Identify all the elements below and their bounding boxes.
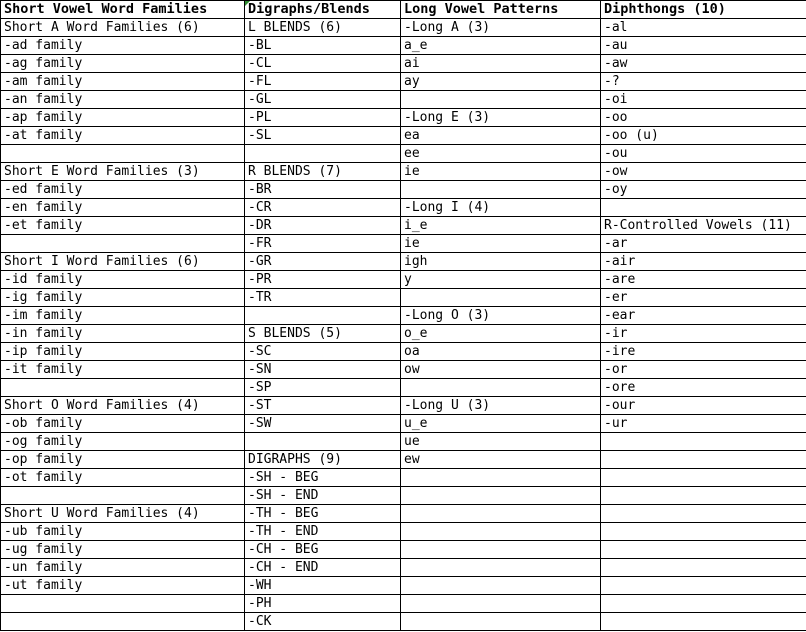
cell[interactable]: -CL: [245, 55, 401, 73]
cell[interactable]: -ire: [601, 343, 806, 361]
cell[interactable]: -CR: [245, 199, 401, 217]
cell[interactable]: -?: [601, 73, 806, 91]
cell[interactable]: -al: [601, 19, 806, 37]
cell[interactable]: -ag family: [1, 55, 245, 73]
cell[interactable]: [401, 289, 601, 307]
cell[interactable]: -aw: [601, 55, 806, 73]
cell[interactable]: o_e: [401, 325, 601, 343]
cell[interactable]: [401, 181, 601, 199]
cell[interactable]: -en family: [1, 199, 245, 217]
cell[interactable]: -Long U (3): [401, 397, 601, 415]
cell[interactable]: -air: [601, 253, 806, 271]
cell[interactable]: Short I Word Families (6): [1, 253, 245, 271]
table-row: [1, 469, 806, 487]
cell[interactable]: L BLENDS (6): [245, 19, 401, 37]
cell[interactable]: -ig family: [1, 289, 245, 307]
cell[interactable]: -BL: [245, 37, 401, 55]
cell[interactable]: -oy: [601, 181, 806, 199]
table-row: [1, 19, 806, 37]
cell[interactable]: ie: [401, 163, 601, 181]
cell[interactable]: ue: [401, 433, 601, 451]
header-cell[interactable]: Short Vowel Word Families: [1, 1, 245, 19]
cell[interactable]: -Long I (4): [401, 199, 601, 217]
cell[interactable]: [601, 577, 806, 595]
table-row: [1, 145, 806, 163]
cell[interactable]: -SW: [245, 415, 401, 433]
table-row: [1, 433, 806, 451]
cell[interactable]: -ur: [601, 415, 806, 433]
cell[interactable]: [1, 487, 245, 505]
cell[interactable]: [401, 505, 601, 523]
table-row: [1, 37, 806, 55]
table-row: [1, 397, 806, 415]
table-row: [1, 55, 806, 73]
cell[interactable]: -oo (u): [601, 127, 806, 145]
table-row: [1, 343, 806, 361]
table-row: [1, 595, 806, 613]
cell[interactable]: -og family: [1, 433, 245, 451]
cell[interactable]: -ug family: [1, 541, 245, 559]
table-row: [1, 253, 806, 271]
cell[interactable]: [601, 487, 806, 505]
cell[interactable]: -im family: [1, 307, 245, 325]
cell[interactable]: [245, 433, 401, 451]
cell[interactable]: ow: [401, 361, 601, 379]
cell[interactable]: [601, 469, 806, 487]
cell[interactable]: [245, 145, 401, 163]
cell[interactable]: -ut family: [1, 577, 245, 595]
cell[interactable]: ee: [401, 145, 601, 163]
cell[interactable]: R BLENDS (7): [245, 163, 401, 181]
cell[interactable]: [1, 595, 245, 613]
table-row: [1, 91, 806, 109]
cell[interactable]: -FR: [245, 235, 401, 253]
cell[interactable]: -PR: [245, 271, 401, 289]
cell[interactable]: [1, 613, 245, 631]
table-row: [1, 577, 806, 595]
cell[interactable]: -er: [601, 289, 806, 307]
cell[interactable]: -ore: [601, 379, 806, 397]
cell[interactable]: i_e: [401, 217, 601, 235]
cell[interactable]: [601, 451, 806, 469]
cell[interactable]: u_e: [401, 415, 601, 433]
cell[interactable]: -PH: [245, 595, 401, 613]
cell[interactable]: -ar: [601, 235, 806, 253]
cell[interactable]: -id family: [1, 271, 245, 289]
cell[interactable]: [401, 379, 601, 397]
header-cell[interactable]: Diphthongs (10): [601, 1, 806, 19]
cell[interactable]: -GL: [245, 91, 401, 109]
cell[interactable]: [401, 91, 601, 109]
cell[interactable]: -SH - BEG: [245, 469, 401, 487]
cell[interactable]: R-Controlled Vowels (11): [601, 217, 806, 235]
cell[interactable]: -SN: [245, 361, 401, 379]
header-cell[interactable]: Long Vowel Patterns: [401, 1, 601, 19]
table-row: [1, 73, 806, 91]
cell[interactable]: [601, 613, 806, 631]
cell[interactable]: -ip family: [1, 343, 245, 361]
cell[interactable]: -FL: [245, 73, 401, 91]
table-row: [1, 541, 806, 559]
cell[interactable]: [401, 613, 601, 631]
cell[interactable]: [601, 595, 806, 613]
cell[interactable]: -et family: [1, 217, 245, 235]
table-row: [1, 109, 806, 127]
table-row: [1, 379, 806, 397]
cell[interactable]: -ow: [601, 163, 806, 181]
cell[interactable]: [401, 577, 601, 595]
cell[interactable]: -ob family: [1, 415, 245, 433]
cell[interactable]: [401, 523, 601, 541]
cell[interactable]: [601, 541, 806, 559]
header-cell[interactable]: Digraphs/Blends: [245, 1, 401, 19]
cell[interactable]: DIGRAPHS (9): [245, 451, 401, 469]
table-row: [1, 307, 806, 325]
cell[interactable]: [601, 505, 806, 523]
table-row: [1, 271, 806, 289]
cell[interactable]: Short O Word Families (4): [1, 397, 245, 415]
cell[interactable]: [401, 559, 601, 577]
table-row: [1, 163, 806, 181]
cell[interactable]: -oo: [601, 109, 806, 127]
cell[interactable]: [1, 379, 245, 397]
table-row: [1, 415, 806, 433]
cell[interactable]: -au: [601, 37, 806, 55]
cell[interactable]: igh: [401, 253, 601, 271]
cell[interactable]: -TH - END: [245, 523, 401, 541]
table-row: [1, 523, 806, 541]
cell[interactable]: [601, 199, 806, 217]
table-row: [1, 505, 806, 523]
cell[interactable]: -CH - END: [245, 559, 401, 577]
cell[interactable]: Short E Word Families (3): [1, 163, 245, 181]
cell[interactable]: oa: [401, 343, 601, 361]
cell[interactable]: -ou: [601, 145, 806, 163]
table-row: [1, 235, 806, 253]
cell[interactable]: -BR: [245, 181, 401, 199]
table-row: [1, 325, 806, 343]
header-row: [1, 1, 806, 19]
table-row: [1, 199, 806, 217]
cell[interactable]: -GR: [245, 253, 401, 271]
cell[interactable]: [401, 487, 601, 505]
table-row: [1, 217, 806, 235]
cell[interactable]: -PL: [245, 109, 401, 127]
cell[interactable]: -op family: [1, 451, 245, 469]
cell[interactable]: [401, 595, 601, 613]
cell[interactable]: -CK: [245, 613, 401, 631]
cell[interactable]: [401, 469, 601, 487]
table-row: [1, 613, 806, 631]
cell[interactable]: ay: [401, 73, 601, 91]
cell[interactable]: Short U Word Families (4): [1, 505, 245, 523]
cell[interactable]: -our: [601, 397, 806, 415]
table-row: [1, 451, 806, 469]
cell[interactable]: -DR: [245, 217, 401, 235]
cell[interactable]: -SH - END: [245, 487, 401, 505]
cell[interactable]: -or: [601, 361, 806, 379]
cell[interactable]: S BLENDS (5): [245, 325, 401, 343]
cell[interactable]: -ub family: [1, 523, 245, 541]
cell[interactable]: -ad family: [1, 37, 245, 55]
cell[interactable]: -TH - BEG: [245, 505, 401, 523]
cell[interactable]: ai: [401, 55, 601, 73]
cell[interactable]: -TR: [245, 289, 401, 307]
cell[interactable]: [601, 523, 806, 541]
cell[interactable]: -ot family: [1, 469, 245, 487]
table-row: [1, 559, 806, 577]
cell[interactable]: ew: [401, 451, 601, 469]
cell[interactable]: -am family: [1, 73, 245, 91]
cell[interactable]: [601, 559, 806, 577]
cell[interactable]: -in family: [1, 325, 245, 343]
cell[interactable]: [401, 541, 601, 559]
cell[interactable]: -SC: [245, 343, 401, 361]
cell[interactable]: -SL: [245, 127, 401, 145]
cell[interactable]: -ir: [601, 325, 806, 343]
cell[interactable]: -ST: [245, 397, 401, 415]
cell[interactable]: [245, 307, 401, 325]
table-row: [1, 487, 806, 505]
cell[interactable]: -an family: [1, 91, 245, 109]
cell[interactable]: -un family: [1, 559, 245, 577]
cell[interactable]: -Long A (3): [401, 19, 601, 37]
cell[interactable]: -ed family: [1, 181, 245, 199]
cell[interactable]: -CH - BEG: [245, 541, 401, 559]
table-row: [1, 181, 806, 199]
cell[interactable]: -WH: [245, 577, 401, 595]
cell[interactable]: -SP: [245, 379, 401, 397]
cell[interactable]: -are: [601, 271, 806, 289]
cell[interactable]: -Long E (3): [401, 109, 601, 127]
cell[interactable]: a_e: [401, 37, 601, 55]
cell[interactable]: ie: [401, 235, 601, 253]
cell[interactable]: -oi: [601, 91, 806, 109]
cell[interactable]: -at family: [1, 127, 245, 145]
cell[interactable]: Short A Word Families (6): [1, 19, 245, 37]
table-row: [1, 361, 806, 379]
cell[interactable]: -ear: [601, 307, 806, 325]
cell[interactable]: [1, 235, 245, 253]
cell[interactable]: ea: [401, 127, 601, 145]
table-row: [1, 289, 806, 307]
cell[interactable]: -it family: [1, 361, 245, 379]
cell[interactable]: [601, 433, 806, 451]
cell[interactable]: -ap family: [1, 109, 245, 127]
cell[interactable]: [1, 145, 245, 163]
cell[interactable]: -Long O (3): [401, 307, 601, 325]
table-row: [1, 127, 806, 145]
cell[interactable]: y: [401, 271, 601, 289]
